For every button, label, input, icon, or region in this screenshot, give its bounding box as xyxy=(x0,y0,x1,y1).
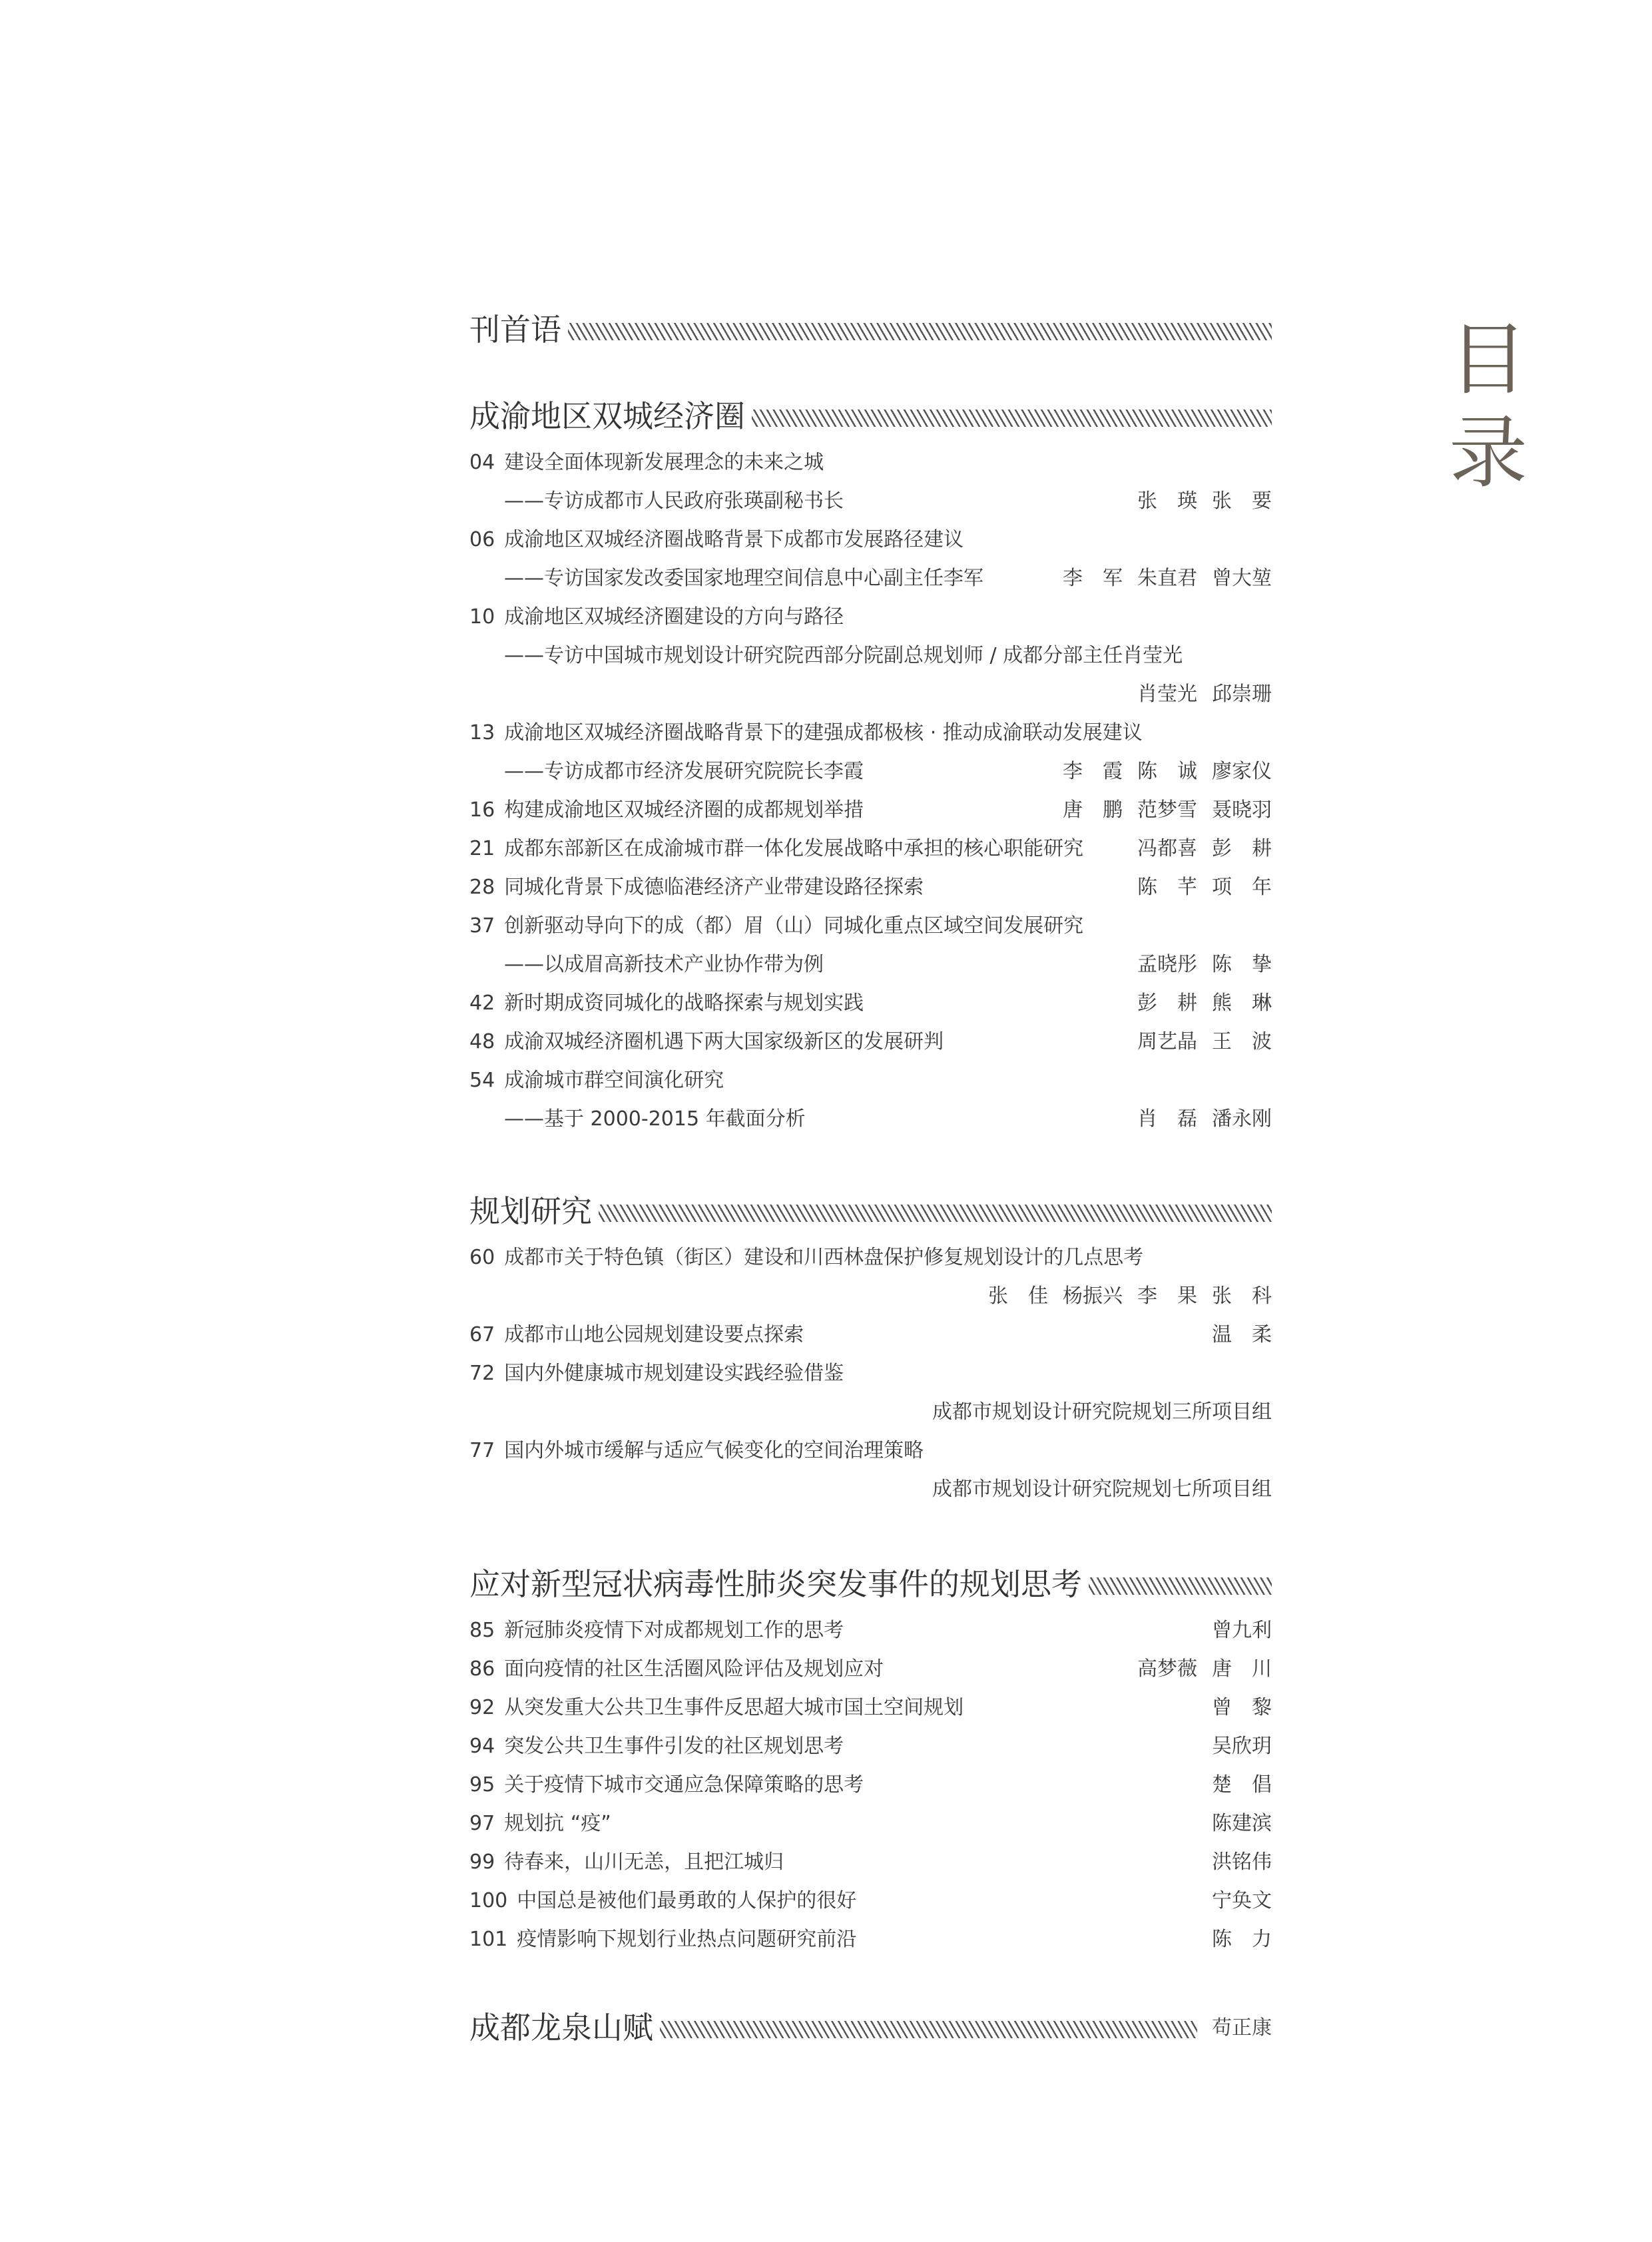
entry-subtitle: ——专访国家发改委国家地理空间信息中心副主任李军 xyxy=(504,567,983,590)
section-author: 苟正康 xyxy=(1212,2016,1272,2040)
author-name: 陈 力 xyxy=(1212,1928,1272,1951)
page-number: 37 xyxy=(469,914,495,938)
section-heading[interactable] xyxy=(469,388,1272,441)
toc-entry[interactable] xyxy=(469,1432,1272,1470)
entry-authors xyxy=(1123,1023,1272,1061)
entry-authors xyxy=(1123,946,1272,984)
toc-entry[interactable] xyxy=(469,1393,1272,1432)
author-name: 陈建滨 xyxy=(1212,1812,1272,1835)
page-number: 28 xyxy=(469,876,495,899)
author-name: 张 要 xyxy=(1212,489,1272,513)
section-heading[interactable] xyxy=(469,301,1272,354)
author-name: 洪铭伟 xyxy=(1212,1850,1272,1874)
page-number: 97 xyxy=(469,1812,495,1835)
author-name: 吴欣玥 xyxy=(1212,1735,1272,1758)
toc-entry[interactable] xyxy=(469,1882,1272,1920)
entry-title: 疫情影响下规划行业热点问题研究前沿 xyxy=(517,1928,857,1951)
entry-title: 成都市关于特色镇（街区）建设和川西林盘保护修复规划设计的几点思考 xyxy=(504,1246,1144,1269)
author-name: 周艺晶 xyxy=(1137,1030,1197,1053)
toc-entry[interactable] xyxy=(469,1611,1272,1650)
page-number: 92 xyxy=(469,1696,495,1719)
author-name: 李 果 xyxy=(1137,1284,1197,1308)
author-name: 肖莹光 xyxy=(1137,683,1197,706)
toc-title-char: 目 xyxy=(1448,314,1527,406)
entry-title: 构建成渝地区双城经济圈的成都规划举措 xyxy=(504,798,864,822)
author-name: 唐 川 xyxy=(1212,1657,1272,1681)
entry-subtitle: ——基于 2000-2015 年截面分析 xyxy=(504,1107,806,1131)
toc-entry[interactable] xyxy=(469,1277,1272,1316)
author-name: 曾九利 xyxy=(1212,1619,1272,1642)
page-number: 60 xyxy=(469,1246,495,1269)
entry-authors xyxy=(1197,1805,1272,1843)
author-name: 陈 芊 xyxy=(1137,876,1197,899)
entry-authors xyxy=(1123,984,1272,1023)
entry-authors xyxy=(1048,752,1272,791)
entry-authors xyxy=(1123,482,1272,521)
page-number: 13 xyxy=(469,721,495,744)
toc-entry[interactable] xyxy=(469,1805,1272,1843)
entry-authors xyxy=(918,1470,1272,1509)
entry-title: 成渝地区双城经济圈战略背景下的建强成都极核 · 推动成渝联动发展建议 xyxy=(504,721,1143,744)
entry-title: 突发公共卫生事件引发的社区规划思考 xyxy=(504,1735,844,1758)
entry-title: 成渝地区双城经济圈建设的方向与路径 xyxy=(504,605,844,629)
author-name: 项 年 xyxy=(1212,876,1272,899)
author-name: 朱直君 xyxy=(1137,567,1197,590)
author-name: 张 瑛 xyxy=(1137,489,1197,513)
toc-entry[interactable] xyxy=(469,1470,1272,1509)
author-name: 邱崇珊 xyxy=(1212,683,1272,706)
toc-entry[interactable] xyxy=(469,559,1272,598)
page-number: 42 xyxy=(469,991,495,1015)
entry-title: 成都东部新区在成渝城市群一体化发展战略中承担的核心职能研究 xyxy=(504,837,1084,860)
toc-entry[interactable] xyxy=(469,830,1272,868)
toc-entry[interactable] xyxy=(469,868,1272,907)
toc-entry[interactable] xyxy=(469,1843,1272,1882)
page-number: 16 xyxy=(469,798,495,822)
author-name: 王 波 xyxy=(1212,1030,1272,1053)
toc-title xyxy=(1448,313,1528,499)
section-heading-text: 刊首语 xyxy=(469,306,568,350)
author-name: 温 柔 xyxy=(1212,1323,1272,1346)
entry-subtitle: ——专访成都市经济发展研究院院长李霞 xyxy=(504,760,864,783)
entry-title: 新冠肺炎疫情下对成都规划工作的思考 xyxy=(504,1619,844,1642)
entry-title: 成渝城市群空间演化研究 xyxy=(504,1069,724,1092)
entry-authors xyxy=(1123,868,1272,907)
toc-entry[interactable] xyxy=(469,791,1272,830)
page-number: 72 xyxy=(469,1362,495,1385)
page-number: 67 xyxy=(469,1323,495,1346)
entry-authors xyxy=(1197,1689,1272,1727)
author-name: 高梦薇 xyxy=(1137,1657,1197,1681)
toc-entry[interactable] xyxy=(469,675,1272,714)
entry-authors xyxy=(1123,830,1272,868)
toc-entry[interactable] xyxy=(469,907,1272,946)
toc-entry[interactable] xyxy=(469,714,1272,752)
author-name: 陈 诚 xyxy=(1137,760,1197,783)
page-number: 86 xyxy=(469,1657,495,1681)
section-heading-text: 成渝地区双城经济圈 xyxy=(469,392,752,436)
toc-title-char: 录 xyxy=(1448,407,1527,499)
entry-title: 国内外城市缓解与适应气候变化的空间治理策略 xyxy=(504,1439,924,1462)
author-name: 成都市规划设计研究院规划七所项目组 xyxy=(932,1478,1272,1501)
entry-authors xyxy=(973,1277,1272,1316)
entry-title: 面向疫情的社区生活圈风险评估及规划应对 xyxy=(504,1657,884,1681)
entry-authors xyxy=(1197,1316,1272,1354)
author-name: 张 佳 xyxy=(988,1284,1048,1308)
toc-entry[interactable] xyxy=(469,1023,1272,1061)
page-number: 101 xyxy=(469,1928,508,1951)
author-name: 聂晓羽 xyxy=(1212,798,1272,822)
author-name: 曾大堃 xyxy=(1212,567,1272,590)
entry-title: 同城化背景下成德临港经济产业带建设路径探索 xyxy=(504,876,924,899)
section-heading-text: 规划研究 xyxy=(469,1187,599,1231)
author-name: 唐 鹏 xyxy=(1063,798,1123,822)
entry-title: 新时期成资同城化的战略探索与规划实践 xyxy=(504,991,864,1015)
entry-authors xyxy=(1123,1100,1272,1139)
author-name: 楚 倡 xyxy=(1212,1773,1272,1797)
author-name: 成都市规划设计研究院规划三所项目组 xyxy=(932,1400,1272,1424)
author-name: 孟晓彤 xyxy=(1137,953,1197,976)
author-name: 李 军 xyxy=(1063,567,1123,590)
author-name: 李 霞 xyxy=(1063,760,1123,783)
entry-authors xyxy=(1197,1920,1272,1959)
entry-subtitle: ——专访成都市人民政府张瑛副秘书长 xyxy=(504,489,844,513)
entry-authors xyxy=(918,1393,1272,1432)
entry-title: 国内外健康城市规划建设实践经验借鉴 xyxy=(504,1362,844,1385)
page-number: 06 xyxy=(469,528,495,551)
page-number: 99 xyxy=(469,1850,495,1874)
toc-entry[interactable] xyxy=(469,1100,1272,1139)
author-name: 彭 耕 xyxy=(1137,991,1197,1015)
author-name: 范梦雪 xyxy=(1137,798,1197,822)
entry-authors xyxy=(1123,675,1272,714)
section-heading[interactable] xyxy=(469,1999,1272,2052)
toc-entry[interactable] xyxy=(469,1727,1272,1766)
page-number: 54 xyxy=(469,1069,495,1092)
toc-entry[interactable] xyxy=(469,443,1272,482)
entry-authors xyxy=(1197,1611,1272,1650)
entry-title: 待春来，山川无恙，且把江城归 xyxy=(504,1850,784,1874)
author-name: 冯都喜 xyxy=(1137,837,1197,860)
toc-entry[interactable] xyxy=(469,1239,1272,1277)
hatched-rule xyxy=(568,323,1272,340)
table-of-contents xyxy=(469,301,1272,2052)
toc-entry[interactable] xyxy=(469,521,1272,559)
section-heading[interactable] xyxy=(469,1183,1272,1236)
toc-entry[interactable] xyxy=(469,1061,1272,1100)
entry-authors xyxy=(1048,791,1272,830)
page-number: 95 xyxy=(469,1773,495,1797)
entry-title: 关于疫情下城市交通应急保障策略的思考 xyxy=(504,1773,864,1797)
hatched-rule xyxy=(599,1205,1272,1222)
entry-title: 成都市山地公园规划建设要点探索 xyxy=(504,1323,804,1346)
page-number: 21 xyxy=(469,837,495,860)
entry-title: 建设全面体现新发展理念的未来之城 xyxy=(504,451,824,474)
entry-title: 从突发重大公共卫生事件反思超大城市国土空间规划 xyxy=(504,1696,964,1719)
entry-title: 成渝双城经济圈机遇下两大国家级新区的发展研判 xyxy=(504,1030,944,1053)
entry-subtitle: ——专访中国城市规划设计研究院西部分院副总规划师 / 成都分部主任肖莹光 xyxy=(504,644,1183,667)
author-name: 宁奂文 xyxy=(1212,1889,1272,1912)
page-number: 85 xyxy=(469,1619,495,1642)
section-heading-text: 应对新型冠状病毒性肺炎突发事件的规划思考 xyxy=(469,1560,1089,1604)
toc-entry[interactable] xyxy=(469,1766,1272,1805)
entry-title: 中国总是被他们最勇敢的人保护的很好 xyxy=(517,1889,857,1912)
toc-entry[interactable] xyxy=(469,1316,1272,1354)
hatched-rule xyxy=(752,410,1272,427)
page-number: 48 xyxy=(469,1030,495,1053)
toc-entry[interactable] xyxy=(469,1920,1272,1959)
author-name: 陈 挚 xyxy=(1212,953,1272,976)
author-name: 杨振兴 xyxy=(1063,1284,1123,1308)
author-name: 熊 琳 xyxy=(1212,991,1272,1015)
entry-title: 规划抗 “疫” xyxy=(504,1812,611,1835)
entry-authors xyxy=(1123,1650,1272,1689)
page-number: 10 xyxy=(469,605,495,629)
section-heading-text: 成都龙泉山赋 xyxy=(469,2004,660,2048)
author-name: 彭 耕 xyxy=(1212,837,1272,860)
entry-subtitle: ——以成眉高新技术产业协作带为例 xyxy=(504,953,824,976)
entry-authors xyxy=(1048,559,1272,598)
page-number: 94 xyxy=(469,1735,495,1758)
toc-entry[interactable] xyxy=(469,1689,1272,1727)
page-number: 04 xyxy=(469,451,495,474)
toc-entry[interactable] xyxy=(469,984,1272,1023)
entry-title: 成渝地区双城经济圈战略背景下成都市发展路径建议 xyxy=(504,528,964,551)
author-name: 曾 黎 xyxy=(1212,1696,1272,1719)
toc-entry[interactable] xyxy=(469,482,1272,521)
entry-authors xyxy=(1197,1843,1272,1882)
entry-title: 创新驱动导向下的成（都）眉（山）同城化重点区域空间发展研究 xyxy=(504,914,1084,938)
hatched-rule xyxy=(660,2021,1197,2038)
toc-entry[interactable] xyxy=(469,637,1272,675)
section-heading[interactable] xyxy=(469,1555,1272,1609)
toc-entry[interactable] xyxy=(469,752,1272,791)
entry-authors xyxy=(1197,1727,1272,1766)
toc-entry[interactable] xyxy=(469,1650,1272,1689)
author-name: 张 科 xyxy=(1212,1284,1272,1308)
hatched-rule xyxy=(1089,1577,1272,1595)
author-name: 廖家仪 xyxy=(1212,760,1272,783)
page-number: 100 xyxy=(469,1889,508,1912)
toc-entry[interactable] xyxy=(469,1354,1272,1393)
entry-authors xyxy=(1197,1882,1272,1920)
entry-authors xyxy=(1197,1766,1272,1805)
page-number: 77 xyxy=(469,1439,495,1462)
toc-entry[interactable] xyxy=(469,946,1272,984)
toc-entry[interactable] xyxy=(469,598,1272,637)
author-name: 肖 磊 xyxy=(1137,1107,1197,1131)
author-name: 潘永刚 xyxy=(1212,1107,1272,1131)
